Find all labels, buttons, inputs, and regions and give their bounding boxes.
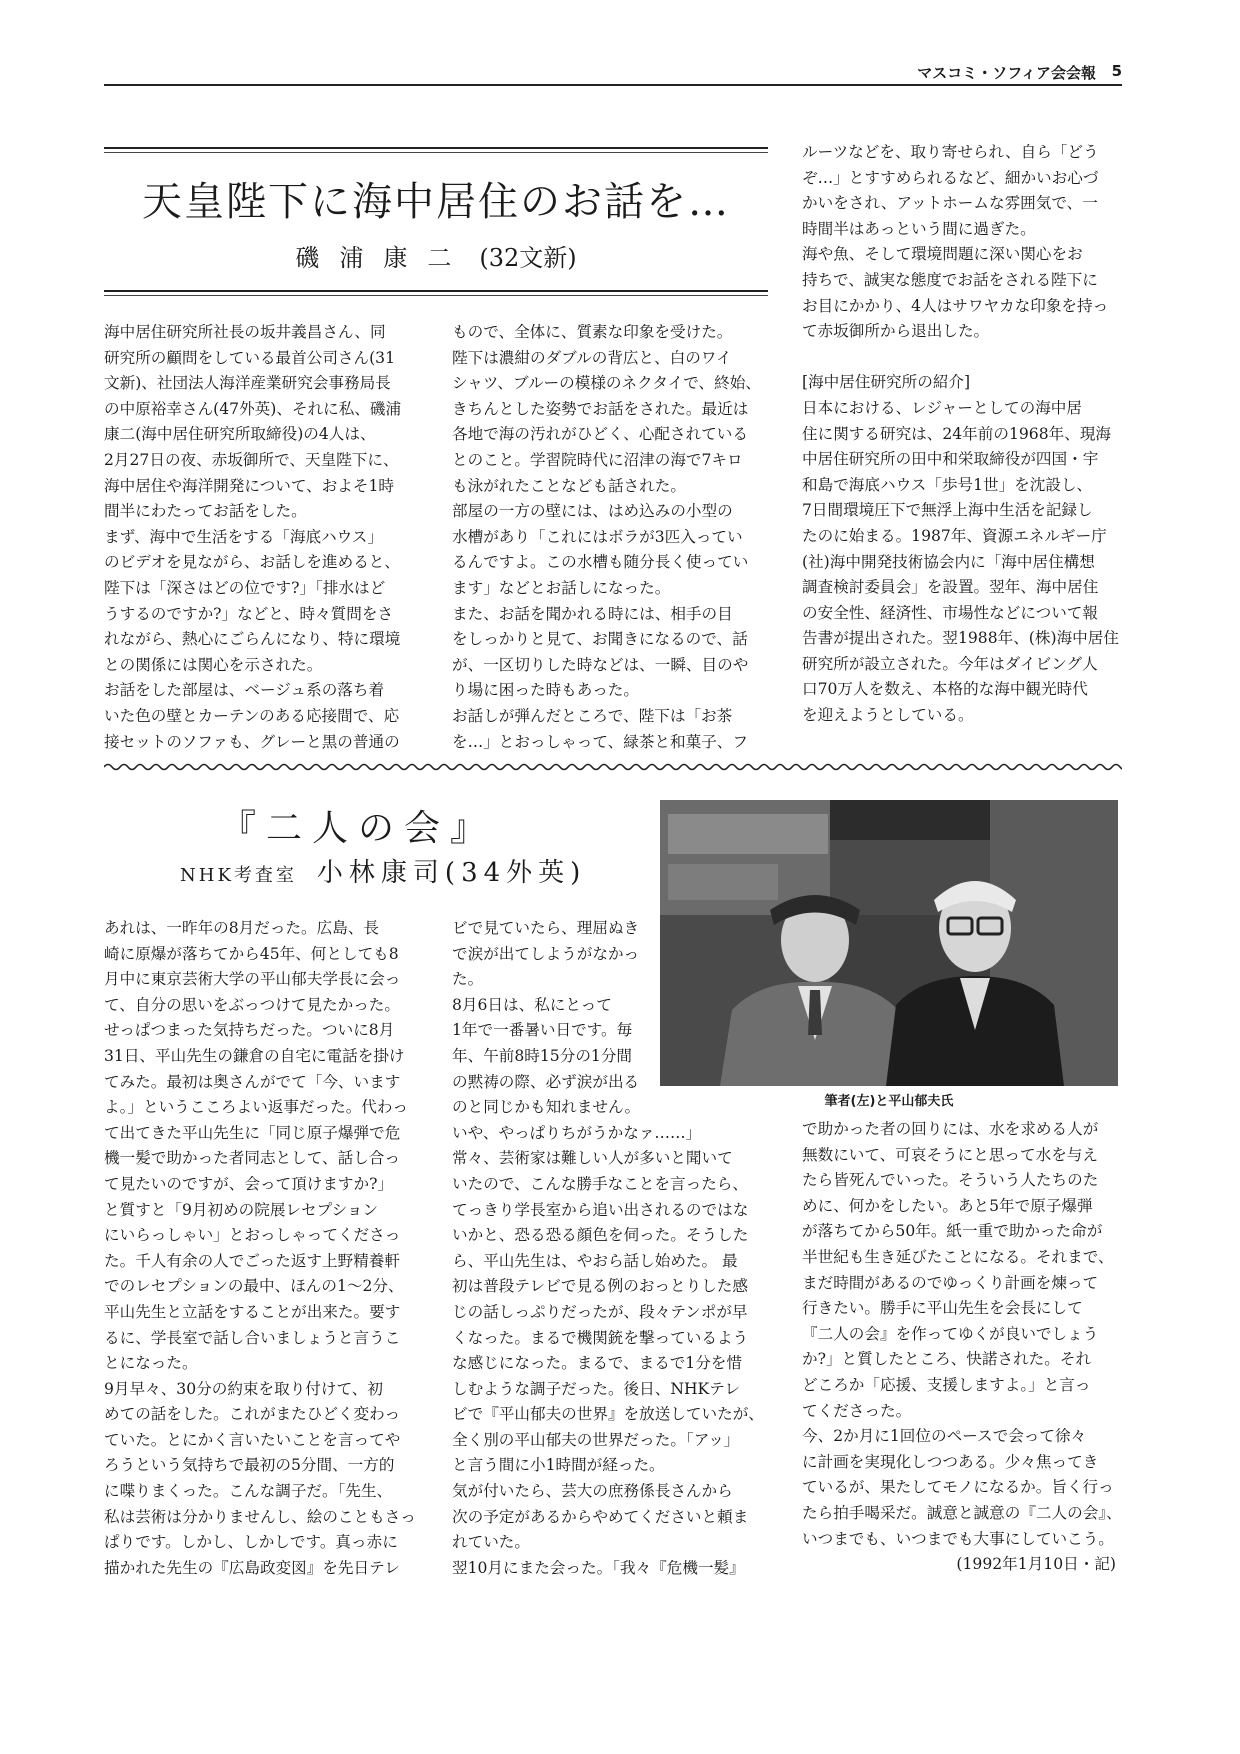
text-line: ビで『平山郁夫の世界』を放送していたが、 bbox=[452, 1405, 764, 1424]
text-line: 機一髪で助かった者同志として、話し合っ bbox=[104, 1149, 400, 1168]
text-line: いかと、恐る恐る顔色を伺った。そうした bbox=[452, 1226, 749, 1245]
article2-author-note: (34外英) bbox=[444, 858, 587, 888]
text-line: て見たいのですが、会って頂けますか?」 bbox=[104, 1174, 394, 1193]
text-line: うするのですか?」などと、時々質問をさ bbox=[104, 604, 394, 623]
text-line: を迎えようとしている。 bbox=[802, 706, 974, 725]
text-line: ら、平山先生は、やおら話し始めた。 最 bbox=[452, 1251, 738, 1270]
text-line: 研究所の顧問をしている最首公司さん(31 bbox=[104, 348, 396, 367]
article2-date-wrap bbox=[802, 1552, 1122, 1578]
text-line: お目にかかり、4人はサワヤカな印象を持っ bbox=[802, 296, 1109, 315]
text-line bbox=[802, 345, 1120, 371]
text-line: 2月27日の夜、赤坂御所で、天皇陛下に、 bbox=[104, 450, 399, 469]
text-line: ビで見ていたら、理屈ぬき bbox=[452, 919, 640, 937]
text-line: とのこと。学習院時代に沼津の海で7キロ bbox=[452, 450, 743, 469]
text-line: れながら、熱心にごらんになり、特に環境 bbox=[104, 630, 401, 649]
text-line: 日本における、レジャーとしての海中居 bbox=[802, 398, 1082, 417]
text-line: 1年で一番暑い日です。毎 bbox=[452, 1021, 633, 1040]
text-line: 和島で海底ハウス「歩号1世」を沈設し、 bbox=[802, 475, 1093, 494]
title-rule bbox=[104, 295, 768, 296]
text-line: ルーツなどを、取り寄せられ、自ら「どう bbox=[802, 143, 1099, 161]
text-line: 描かれた先生の『広島政変図』を先日テレ bbox=[104, 1558, 400, 1577]
text-line: 次の予定があるからやめてくださいと頼ま bbox=[452, 1507, 749, 1526]
text-line: シャツ、ブルーの模様のネクタイで、終始、 bbox=[452, 374, 761, 393]
text-line: あれは、一昨年の8月だった。広島、長 bbox=[104, 919, 380, 937]
text-line: 年、午前8時15分の1分間 bbox=[452, 1046, 633, 1065]
text-line: でのレセプションの最中、ほんの1〜2分、 bbox=[104, 1277, 404, 1296]
text-line: と質すと「9月初めの院展レセプション bbox=[104, 1200, 379, 1219]
text-line: 康二(海中居住研究所取締役)の4人は、 bbox=[104, 425, 376, 444]
text-line: 翌10月にまた会った。「我々『危機一髪』 bbox=[452, 1558, 745, 1577]
page-number: 5 bbox=[1111, 62, 1122, 80]
text-line: 告書が提出された。翌1988年、(株)海中居住 bbox=[802, 629, 1119, 648]
text-line: れていた。 bbox=[452, 1533, 530, 1552]
text-line: か?」と質したところ、快諾された。それ bbox=[802, 1350, 1092, 1369]
text-line: [海中居住研究所の紹介] bbox=[802, 373, 971, 392]
text-line: いつまでも、いつまでも大事にしていこう。 bbox=[802, 1529, 1114, 1548]
article1-byline bbox=[104, 238, 768, 273]
text-line: てくださった。 bbox=[802, 1401, 912, 1420]
text-line: かいをされ、アットホームな雰囲気で、一 bbox=[802, 194, 1098, 213]
title-rule bbox=[104, 147, 768, 149]
header-rule bbox=[104, 84, 1122, 86]
text-line: 口70万人を数え、本格的な海中観光時代 bbox=[802, 680, 1088, 699]
text-line: のビデオを見ながら、お話しを進めると、 bbox=[104, 553, 400, 572]
text-line: 間半にわたってお話をした。 bbox=[104, 502, 307, 521]
article2-column-1 bbox=[104, 916, 434, 1581]
text-line: ているが、果たしてモノになるか。旨く行っ bbox=[802, 1478, 1114, 1497]
article2-byline bbox=[180, 852, 650, 889]
article1-column-3 bbox=[802, 140, 1120, 729]
text-line: お話をした部屋は、ベージュ系の落ち着 bbox=[104, 681, 385, 700]
text-line: のと同じかも知れません。 bbox=[452, 1098, 641, 1117]
text-line: めに、何かをしたい。あと5年で原子爆弾 bbox=[802, 1196, 1093, 1215]
article2-author: 小林康司 bbox=[316, 858, 445, 888]
article2-title: 『二人の会』 bbox=[220, 808, 497, 849]
text-line: 『二人の会』を作ってゆくが良いでしょう bbox=[802, 1324, 1099, 1343]
text-line: 7日間環境圧下で無浮上海中生活を記録し bbox=[802, 501, 1093, 520]
wavy-separator bbox=[104, 762, 1122, 772]
text-line: 全く別の平山郁夫の世界だった。「アッ」 bbox=[452, 1430, 740, 1449]
text-line: たら皆死んでいった。そういう人たちのた bbox=[802, 1171, 1099, 1190]
text-line: 陛下は「深さはどの位です?」「排水はど bbox=[104, 578, 386, 597]
text-line: ていた。とにかく言いたいことを言ってや bbox=[104, 1430, 401, 1449]
text-line: 住に関する研究は、24年前の1968年、現海 bbox=[802, 424, 1112, 443]
publication-title: マスコミ・ソフィア会会報 bbox=[917, 64, 1096, 82]
text-line: 調査検討委員会」を設置。翌年、海中居住 bbox=[802, 578, 1099, 597]
article1-title: 天皇陛下に海中居住のお話を… bbox=[142, 179, 730, 225]
text-line: 接セットのソファも、グレーと黒の普通の bbox=[104, 732, 400, 751]
text-line: 文新)、社団法人海洋産業研究会事務局長 bbox=[104, 374, 391, 393]
text-line: 月中に東京芸術大学の平山郁夫学長に会っ bbox=[104, 970, 401, 989]
text-line: に喋りまくった。こんな調子だ。「先生、 bbox=[104, 1482, 393, 1501]
text-line: るんですよ。この水槽も随分長く使ってい bbox=[452, 553, 749, 572]
text-line: ぞ…」とすすめられるなど、細かいお心づ bbox=[802, 168, 1099, 187]
text-line: たのに始まる。1987年、資源エネルギー庁 bbox=[802, 526, 1107, 545]
text-line: ぱりです。しかし、しかしです。真っ赤に bbox=[104, 1533, 398, 1552]
text-line: (社)海中開発技術協会内に「海中居住構想 bbox=[802, 552, 1095, 571]
text-line: 31日、平山先生の鎌倉の自宅に電話を掛け bbox=[104, 1046, 405, 1065]
text-line: 行きたい。勝手に平山先生を会長にして bbox=[802, 1299, 1083, 1318]
text-line: 陛下は濃紺のダブルの背広と、白のワイ bbox=[452, 348, 732, 367]
text-line: いた色の壁とカーテンのある応接間で、応 bbox=[104, 706, 400, 725]
text-line: と言う間に小1時間が経った。 bbox=[452, 1456, 665, 1475]
article2-date: (1992年1月10日・記) bbox=[956, 1555, 1116, 1573]
text-line: しむような調子だった。後日、NHKテレ bbox=[452, 1379, 741, 1398]
text-line: 初は普段テレビで見る例のおっとりした感 bbox=[452, 1277, 748, 1296]
text-line: 部屋の一方の壁には、はめ込みの小型の bbox=[452, 502, 733, 521]
article2-column-3 bbox=[802, 1117, 1122, 1552]
text-line: るに、学長室で話し合いましょうと言うこ bbox=[104, 1328, 401, 1347]
text-line: 無数にいて、可哀そうにと思って水を与え bbox=[802, 1145, 1098, 1164]
article1-author-note: (32文新) bbox=[479, 244, 577, 272]
running-header bbox=[104, 58, 1122, 84]
text-line: 中居住研究所の田中和栄取締役が四国・宇 bbox=[802, 450, 1099, 469]
text-line: せっぱつまった気持ちだった。ついに8月 bbox=[104, 1021, 395, 1040]
text-line: 今、2か月に1回位のペースで会って徐々 bbox=[802, 1427, 1087, 1446]
text-line: きちんとした姿勢でお話をされた。最近は bbox=[452, 399, 749, 418]
text-line: どころか「応援、支援しますよ。」と言っ bbox=[802, 1375, 1091, 1394]
text-line: まず、海中で生活をする「海底ハウス」 bbox=[104, 527, 383, 546]
photo-caption: 筆者(左)と平山郁夫氏 bbox=[824, 1094, 954, 1109]
text-line: で助かった者の回りには、水を求める人が bbox=[802, 1120, 1099, 1138]
text-line: て、自分の思いをぶっつけて見たかった。 bbox=[104, 995, 400, 1014]
text-line: との関係には関心を示された。 bbox=[104, 655, 323, 674]
text-line: 研究所が設立された。今年はダイビング人 bbox=[802, 654, 1098, 673]
text-line: にいらっしゃい」とおっしゃってくださっ bbox=[104, 1226, 401, 1245]
text-line: の安全性、経済性、市場性などについて報 bbox=[802, 603, 1098, 622]
text-line: の中原裕幸さん(47外英)、それに私、磯浦 bbox=[104, 399, 402, 418]
text-line: をしっかりと見て、お聞きになるので、話 bbox=[452, 630, 748, 649]
text-line: めての話をした。これがまたひどく変わっ bbox=[104, 1405, 401, 1424]
article1-column-2 bbox=[452, 320, 770, 755]
text-line: り場に困った時もあった。 bbox=[452, 681, 639, 700]
text-line: 各地で海の汚れがひどく、心配されている bbox=[452, 425, 748, 444]
text-line: 水槽があり「これにはボラが3匹入ってい bbox=[452, 527, 743, 546]
text-line: も泳がれたことなども話された。 bbox=[452, 476, 686, 495]
text-line: じの話しっぷりだったが、段々テンポが早 bbox=[452, 1302, 748, 1321]
text-line: 時間半はあっという間に過ぎた。 bbox=[802, 219, 1036, 238]
text-line: とになった。 bbox=[104, 1354, 198, 1373]
text-line: に計画を実現化しつつある。少々焦ってき bbox=[802, 1452, 1099, 1471]
text-line: 平山先生と立話をすることが出来た。要す bbox=[104, 1302, 401, 1321]
text-line: て出てきた平山先生に「同じ原子爆弾で危 bbox=[104, 1123, 401, 1142]
text-line: まだ時間があるのでゆっくり計画を煉って bbox=[802, 1273, 1099, 1292]
text-line: が、一区切りした時などは、一瞬、目のや bbox=[452, 655, 749, 674]
text-line: 海中居住や海洋開発について、およそ1時 bbox=[104, 476, 394, 495]
text-line: お話しが弾んだところで、陛下は「お茶 bbox=[452, 706, 733, 725]
text-line: 海中居住研究所社長の坂井義昌さん、同 bbox=[104, 323, 386, 341]
text-line: 常々、芸術家は難しい人が多いと聞いて bbox=[452, 1149, 733, 1168]
text-line: 持ちで、誠実な態度でお話をされる陛下に bbox=[802, 270, 1098, 289]
text-line: くなった。まるで機関銃を撃っているよう bbox=[452, 1328, 749, 1347]
text-line: いや、やっぱりちがうかなァ……」 bbox=[452, 1123, 702, 1142]
text-line: てみた。最初は奥さんがでて「今、います bbox=[104, 1072, 401, 1091]
article2-column-2 bbox=[452, 916, 774, 1581]
text-line: が落ちてから50年。紙一重で助かった命が bbox=[802, 1222, 1103, 1241]
title-rule bbox=[104, 152, 768, 153]
text-line: た。千人有余の人でごった返す上野精養軒 bbox=[104, 1251, 400, 1270]
text-line: な感じになった。まるで、まるで1分を惜 bbox=[452, 1354, 742, 1373]
text-line: で涙が出てしようがなかっ bbox=[452, 944, 640, 963]
text-line: 8月6日は、私にとって bbox=[452, 995, 612, 1014]
text-line: 半世紀も生き延びたことになる。それまで、 bbox=[802, 1247, 1114, 1266]
text-line: を…」とおっしゃって、緑茶と和菓子、フ bbox=[452, 732, 748, 751]
text-line: の黙祷の際、必ず涙が出る bbox=[452, 1072, 640, 1091]
text-line: ます」などとお話しになった。 bbox=[452, 578, 671, 597]
article2-department: NHK考査室 bbox=[180, 865, 297, 886]
article1-author: 磯浦康二 bbox=[295, 244, 472, 272]
text-line: よ。」というこころよい返事だった。代わっ bbox=[104, 1098, 408, 1117]
text-line: ろうという気持ちで最初の5分間、一方的 bbox=[104, 1456, 395, 1475]
text-line: てっきり学長室から追い出されるのではな bbox=[452, 1200, 749, 1219]
text-line: て赤坂御所から退出した。 bbox=[802, 322, 990, 341]
text-line: 気が付いたら、芸大の庶務係長さんから bbox=[452, 1482, 733, 1501]
text-line: 崎に原爆が落ちてから45年、何としても8 bbox=[104, 944, 399, 963]
text-line: 9月早々、30分の約束を取り付けて、初 bbox=[104, 1379, 383, 1398]
text-line: いたので、こんな勝手なことを言ったら、 bbox=[452, 1174, 748, 1193]
text-line: 海や魚、そして環境問題に深い関心をお bbox=[802, 245, 1083, 264]
text-line: た。 bbox=[452, 970, 484, 989]
text-line: もので、全体に、質素な印象を受けた。 bbox=[452, 323, 733, 341]
title-rule bbox=[104, 290, 768, 292]
text-line: また、お話を聞かれる時には、相手の目 bbox=[452, 604, 733, 623]
text-line: たら拍手喝采だ。誠意と誠意の『二人の会』、 bbox=[802, 1503, 1122, 1522]
text-line: 私は芸術は分かりませんし、絵のこともさっ bbox=[104, 1507, 416, 1526]
article1-column-1 bbox=[104, 320, 434, 755]
